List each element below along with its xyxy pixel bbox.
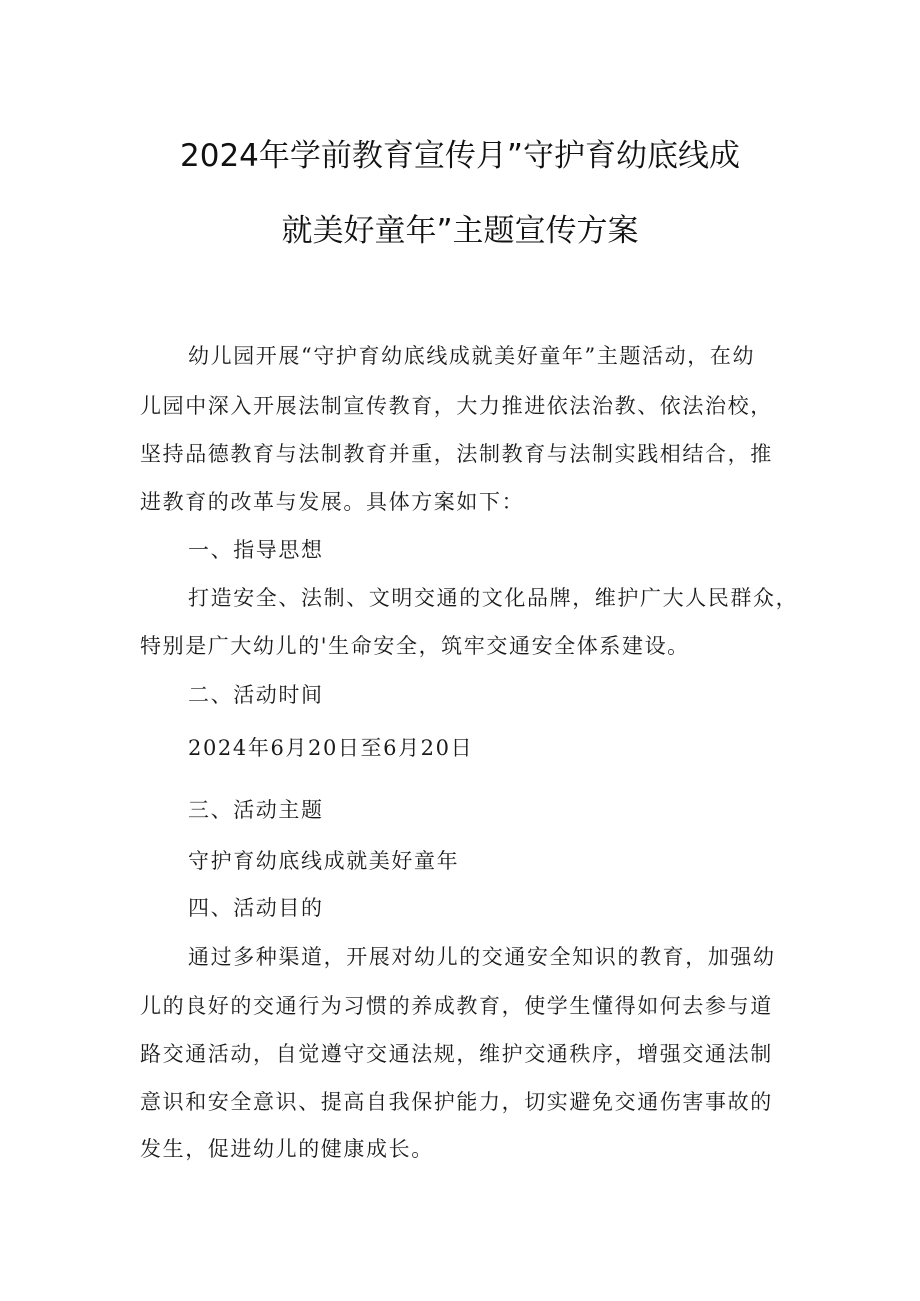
activity-theme: 守护育幼底线成就美好童年 [188, 849, 460, 873]
section-1-line: 特别是广大幼儿的'生命安全，筑牢交通安全体系建设。 [140, 634, 690, 658]
section-4-line: 通过多种渠道，开展对幼儿的交通安全知识的教育，加强幼 [188, 945, 776, 969]
section-heading-activity-purpose: 四、活动目的 [188, 896, 324, 920]
document-title-line-2: 就美好童年”主题宣传方案 [281, 213, 639, 249]
section-heading-guiding-ideology: 一、指导思想 [188, 538, 324, 562]
intro-line: 儿园中深入开展法制宣传教育，大力推进依法治教、依法治校， [140, 394, 773, 418]
section-4-line: 发生，促进幼儿的健康成长。 [140, 1137, 434, 1161]
section-heading-activity-time: 二、活动时间 [188, 683, 324, 707]
intro-line: 坚持品德教育与法制教育并重，法制教育与法制实践相结合，推 [140, 442, 773, 466]
section-4-line: 意识和安全意识、提高自我保护能力，切实避免交通伤害事故的 [140, 1090, 773, 1114]
intro-line: 幼儿园开展“守护育幼底线成就美好童年”主题活动，在幼 [188, 344, 756, 368]
section-4-line: 路交通活动，自觉遵守交通法规，维护交通秩序，增强交通法制 [140, 1042, 773, 1066]
document-title-line-1: 2024年学前教育宣传月”守护育幼底线成 [180, 138, 740, 174]
section-heading-activity-theme: 三、活动主题 [188, 798, 324, 822]
section-1-line: 打造安全、法制、文明交通的文化品牌，维护广大人民群众， [188, 586, 799, 610]
activity-date: 2024年6月20日至6月20日 [188, 736, 474, 760]
section-4-line: 儿的良好的交通行为习惯的养成教育，使学生懂得如何去参与道 [140, 994, 773, 1018]
intro-line: 进教育的改革与发展。具体方案如下： [140, 490, 525, 514]
